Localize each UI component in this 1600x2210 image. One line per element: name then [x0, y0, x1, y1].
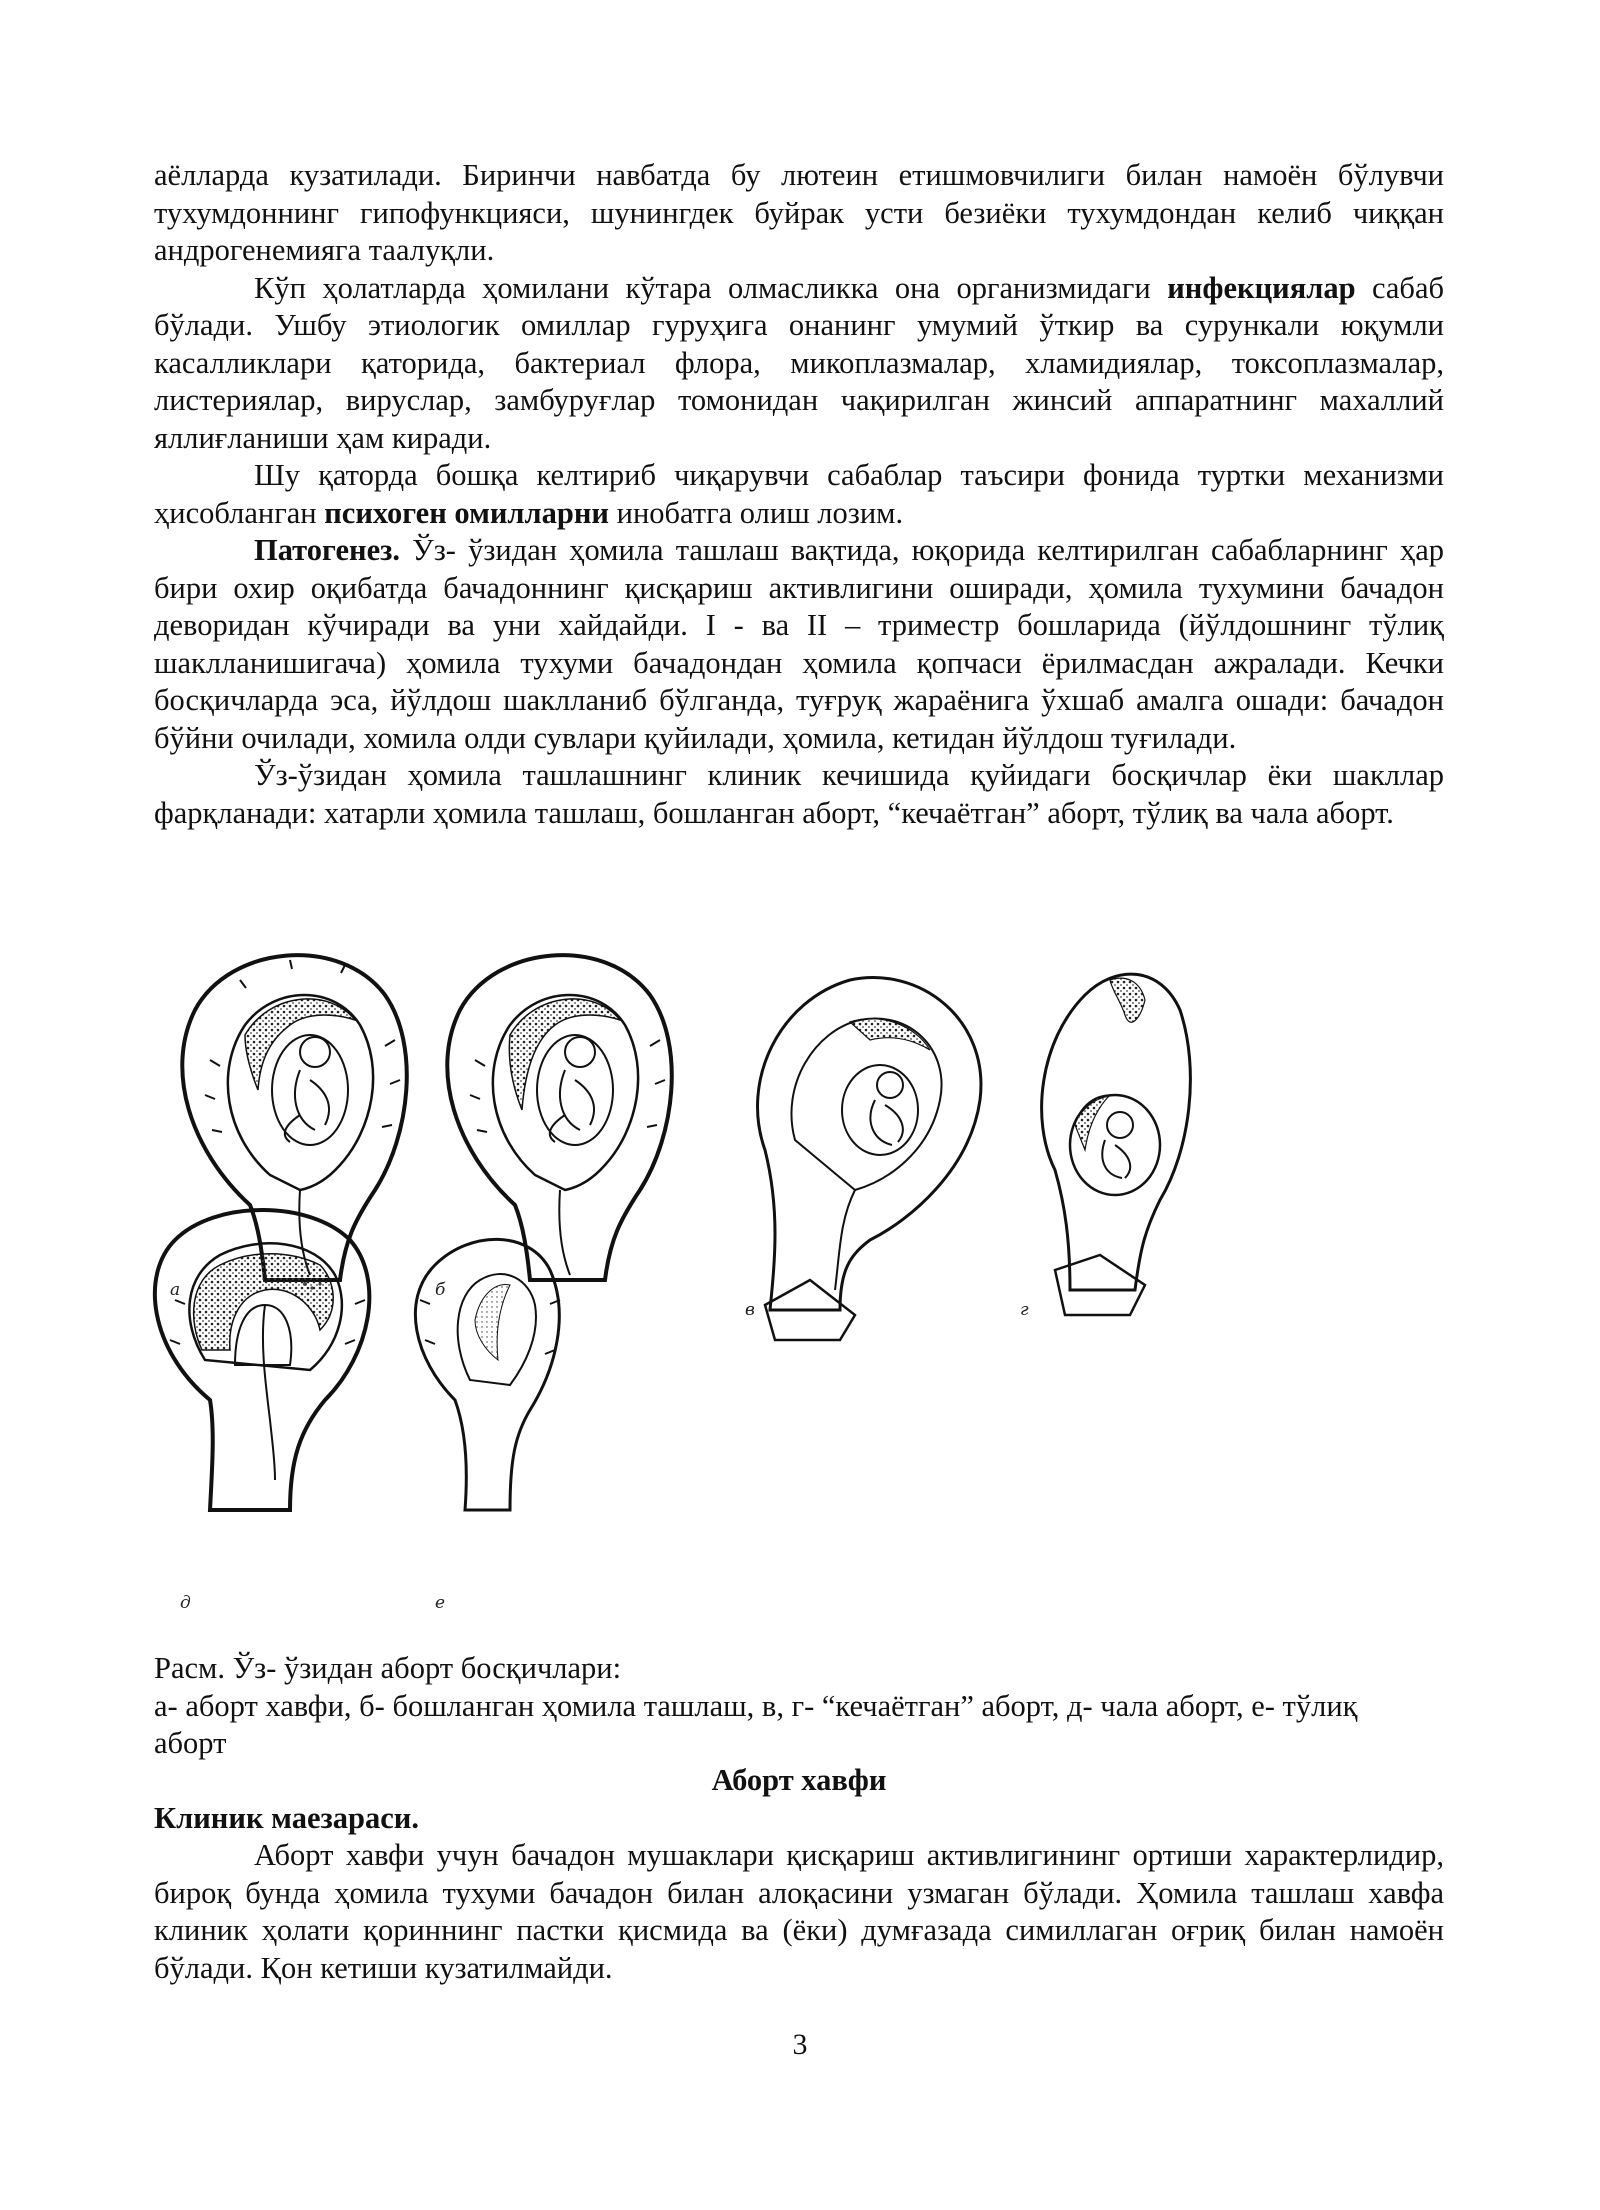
paragraph-4: [154, 532, 1444, 757]
abortion-stages-figure: [150, 920, 1250, 1650]
uterus-drawing-b: [435, 955, 672, 1300]
section-heading: Аборт хавфи: [711, 1763, 887, 1797]
paragraph-2-start: Кўп ҳолатларда ҳомилани кўтара олмасликка она организмидаги: [254, 270, 1168, 305]
paragraph-3-start: Шу қаторда бошқа келтириб чиқарувчи сабаблар таъсири фонида туртки механизми ҳисобланган: [154, 458, 1444, 530]
psychogenic-term: психоген омилларни: [324, 495, 610, 530]
label-b: б: [435, 1280, 446, 1300]
figure-drawings: [150, 920, 1250, 1650]
paragraph-2: [154, 270, 1444, 458]
figure-caption: [154, 1650, 1444, 1763]
uterus-drawing-a: [170, 955, 407, 1300]
label-e: е: [435, 1593, 446, 1613]
paragraph-5: Ўз-ўзидан ҳомила ташлашнинг клиник кечишида қуйидаги босқичлар ёки шакллар фарқланади: хатарли ҳомила ташлаш, бошланган аборт, “кечаётган” аборт, тўлиқ ва чала аборт.: [154, 758, 1444, 830]
intro-text: [154, 157, 1444, 832]
pathogenesis-term: Патогенез.: [254, 533, 400, 567]
paragraph-2-end: сабаб бўлади. Ушбу этиологик омиллар гуруҳига онанинг умумий ўткир ва сурункали юқумли касалликлари қаторида, бактериал флора, микоплазмалар, хламидиялар, токсоплазмалар, листериялар, вируслар, замбуруғлар томонидан чақирилган жинсий аппаратнинг махаллий яллиғланиши ҳам киради.: [154, 270, 1444, 455]
page-number: 3: [792, 2028, 808, 2061]
section-threat: [154, 1762, 1444, 1987]
section-body: Аборт хавфи учун бачадон мушаклари қисқариш активлигининг ортиши характерлидир, бироқ бунда ҳомила тухуми бачадон билан алоқасини узмаган бўлади. Ҳомила ташлаш хавфа клиник ҳолати қориннинг пастки қисмида ва (ёки) думғазада симиллаган оғриқ билан намоён бўлади. Қон кетиши кузатилмайди.: [154, 1838, 1444, 1985]
uterus-drawing-g: [1020, 974, 1190, 1320]
caption-line-2: а- аборт хавфи, б- бошланган ҳомила ташлаш, в, г- “кечаётган” аборт, д- чала аборт, е- тўлиқ аборт: [154, 1688, 1358, 1760]
uterus-drawing-d: [155, 1210, 369, 1613]
label-g: г: [1020, 1300, 1029, 1320]
paragraph-4-body: Ўз- ўзидан ҳомила ташлаш вақтида, юқорида келтирилган сабабларнинг ҳар бири охир оқибатда бачадоннинг қисқариш активлигини оширади, ҳомила тухумини бачадон деворидан кўчиради ва уни хайдайди. I - ва II – триместр бошларида (йўлдошнинг тўлиқ шаклланишигача) ҳомила тухуми бачадондан ҳомила қопчаси ёрилмасдан ажралади. Кечки босқичларда эса, йўлдош шаклланиб бўлганда, туғруқ жараёнига ўхшаб амалга ошади: бачадон бўйни очилади, хомила олди сувлари қуйилади, ҳомила, кетидан йўлдош туғилади.: [154, 533, 1444, 755]
infections-term: инфекциялар: [1167, 270, 1356, 305]
paragraph-1: аёлларда кузатилади. Биринчи навбатда бу лютеин етишмовчилиги билан намоён бўлувчи тухумдоннинг гипофункцияси, шунингдек буйрак усти безиёки тухумдондан келиб чиққан андрогенемияга таалуқли.: [154, 158, 1444, 267]
label-d: д: [180, 1593, 191, 1613]
section-subheading: [154, 1800, 1444, 1838]
paragraph-3: [154, 457, 1444, 532]
paragraph-3-end: инобатга олиш лозим.: [609, 495, 904, 530]
label-a: а: [170, 1280, 181, 1300]
uterus-drawing-v: [745, 978, 981, 1340]
caption-line-1: Расм. Ўз- ўзидан аборт босқичлари:: [154, 1651, 622, 1685]
label-v: в: [745, 1300, 755, 1320]
clinical-picture-title: Клиник маезараси.: [154, 1800, 419, 1835]
